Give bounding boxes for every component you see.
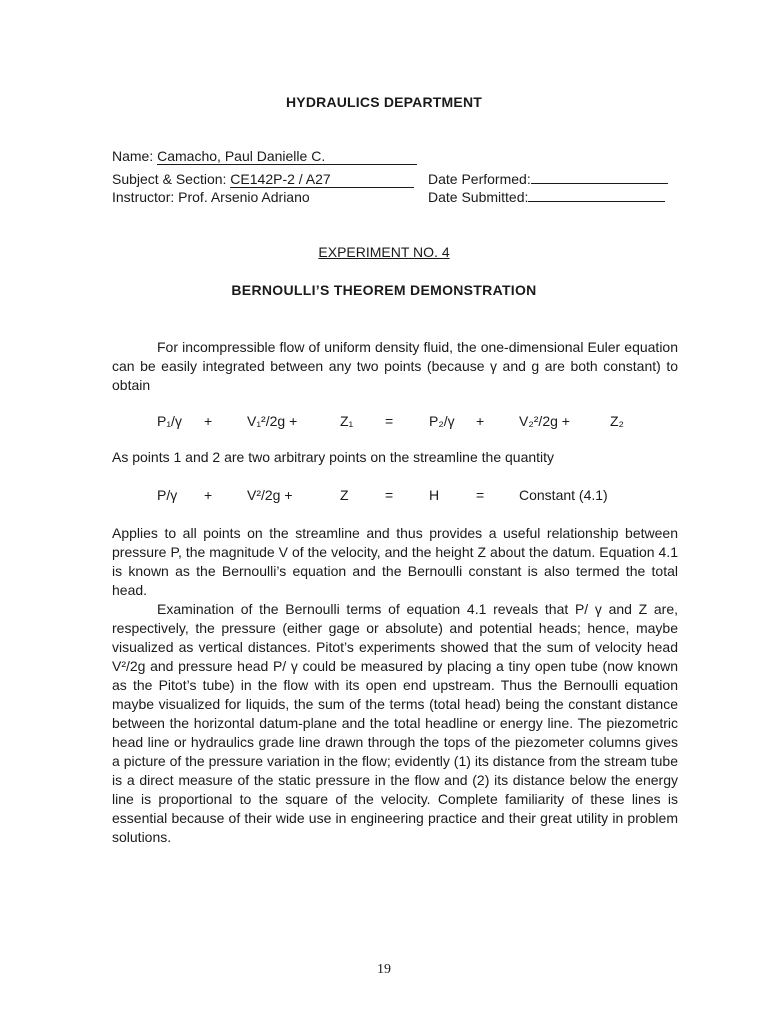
- name-label: Name:: [112, 148, 158, 164]
- experiment-number: EXPERIMENT NO. 4: [318, 244, 450, 260]
- eq1-term-p2: P₂/γ: [429, 413, 455, 429]
- date-performed-value: [531, 183, 668, 184]
- streamline-sentence: As points 1 and 2 are two arbitrary points on the streamline the quantity: [112, 449, 555, 465]
- intro-paragraph: For incompressible flow of uniform density fluid, the one-dimensional Euler equation can be easily integrated between any two points (because γ and g are both constant) to obtain: [112, 339, 678, 393]
- eq2-op-plus-1: +: [204, 487, 213, 503]
- eq2-op-equals-2: =: [476, 487, 485, 503]
- instructor-value: Prof. Arsenio Adriano: [178, 189, 310, 205]
- eq1-term-z2: Z₂: [610, 413, 624, 429]
- eq1-term-z1: Z₁: [340, 413, 354, 429]
- eq1-term-p1: P₁/γ: [157, 413, 182, 429]
- eq2-term-z: Z: [340, 487, 349, 503]
- department-heading: HYDRAULICS DEPARTMENT: [285, 94, 483, 110]
- name-row: [112, 148, 417, 165]
- eq1-term-v2: V₂²/2g +: [519, 413, 570, 429]
- date-performed-label: Date Performed:: [428, 171, 531, 187]
- eq1-op-equals: =: [385, 413, 394, 429]
- page-number: 19: [377, 962, 391, 977]
- eq2-op-equals-1: =: [385, 487, 394, 503]
- eq1-term-v1: V₁²/2g +: [247, 413, 298, 429]
- instructor-row: [112, 189, 310, 205]
- date-performed-row: [428, 171, 668, 187]
- eq2-term-h: H: [429, 487, 440, 503]
- subject-value: CE142P-2 / A27: [230, 172, 414, 188]
- instructor-label: Instructor:: [112, 189, 179, 205]
- experiment-title: BERNOULLI’S THEOREM DEMONSTRATION: [231, 282, 537, 298]
- subject-label: Subject & Section:: [112, 171, 231, 187]
- eq2-term-v: V²/2g +: [247, 487, 293, 503]
- name-value: Camacho, Paul Danielle C.: [157, 149, 417, 165]
- date-submitted-row: [428, 189, 665, 205]
- eq2-term-constant: Constant (4.1): [519, 487, 608, 503]
- eq1-op-plus-1: +: [204, 413, 213, 429]
- applies-paragraph: Applies to all points on the streamline and thus provides a useful relationship between pressure P, the magnitude V of the velocity, and the height Z about the datum. Equation 4.1 is known as the Bernoulli’s equation and the Bernoulli constant is also termed the total head.: [112, 525, 678, 598]
- examination-paragraph: Examination of the Bernoulli terms of equation 4.1 reveals that P/ γ and Z are, respectively, the pressure (either gage or absolute) and potential heads; hence, maybe visualized as vertical distances. Pitot’s experiments showed that the sum of velocity head V²/2g and pressure head P/ γ could be measured by placing a tiny open tube (now known as the Pitot’s tube) in the flow with its open end upstream. Thus the Bernoulli equation maybe visualized for liquids, the sum of the terms (total head) being the constant distance between the horizontal datum-plane and the total headline or energy line. The piezometric head line or hydraulics grade line drawn through the tops of the piezometer columns gives a picture of the pressure variation in the flow; evidently (1) its distance from the stream tube is a direct measure of the static pressure in the flow and (2) its distance below the energy line is proportional to the square of the velocity. Complete familiarity of these lines is essential because of their wide use in engineering practice and their great utility in problem solutions.: [112, 601, 678, 845]
- subject-row: [112, 171, 414, 188]
- date-submitted-label: Date Submitted:: [428, 189, 529, 205]
- date-submitted-value: [528, 201, 665, 202]
- eq2-term-p: P/γ: [157, 487, 178, 503]
- eq1-op-plus-2: +: [476, 413, 485, 429]
